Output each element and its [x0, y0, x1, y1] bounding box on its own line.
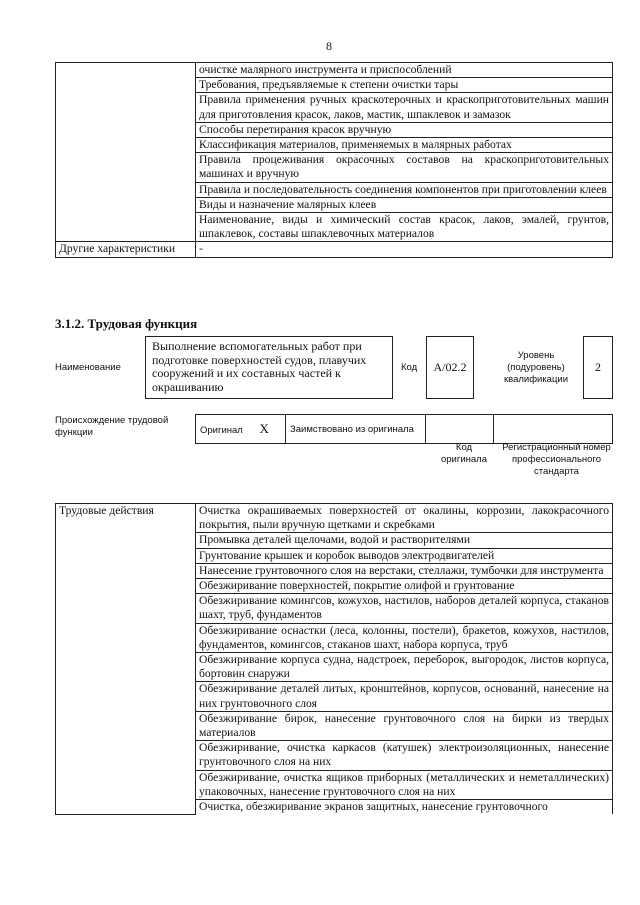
code-original-caption: Код оригинала — [440, 442, 487, 465]
labor-actions-table — [55, 503, 613, 815]
blank-label-cell — [56, 63, 196, 242]
table-cell: Грунтование крышек и коробок выводов электродвигателей — [196, 548, 613, 563]
original-cell — [196, 415, 286, 444]
table-cell: Требования, предъявляемые к степени очистки тары — [196, 78, 613, 93]
level-box — [583, 336, 613, 399]
table-row — [56, 242, 613, 257]
table-cell: Правила процеживания окрасочных составов на краскоприготовительных машинах и вручную — [196, 153, 613, 182]
table-cell: Правила и последовательность соединения компонентов при приготовлении клеев — [196, 182, 613, 197]
table-cell: Обезжиривание бирок, нанесение грунтовочного слоя на бирки из твердых материалов — [196, 711, 613, 740]
page-number: 8 — [326, 39, 332, 53]
code-box — [426, 336, 474, 399]
original-mark: X — [259, 420, 269, 436]
level-value: 2 — [595, 360, 601, 374]
function-name-value: Выполнение вспомогательных работ при подготовке поверхностей судов, плавучих сооружений и их составных частей к окрашиванию — [152, 339, 367, 394]
table-cell: Обезжиривание комингсов, кожухов, настилов, наборов деталей корпуса, стаканов шахт, труб, фундаментов — [196, 594, 613, 623]
origin-table — [195, 414, 613, 444]
table-cell: очистке малярного инструмента и приспособлений — [196, 63, 613, 78]
table-cell: Правила применения ручных краскотерочных и краскоприготовительных машин для приготовления красок, лаков, мастик, шпаклевок и замазок — [196, 93, 613, 122]
table-cell: Способы перетирания красок вручную — [196, 122, 613, 137]
section-title: 3.1.2. Трудовая функция — [55, 316, 198, 331]
table-cell: Обезжиривание деталей литых, кронштейнов, корпусов, оснований, нанесение на них грунтовочного слоя — [196, 682, 613, 711]
table-cell: Виды и назначение малярных клеев — [196, 197, 613, 212]
function-name-box — [145, 336, 393, 399]
origin-label: Происхождение трудовой функции — [55, 415, 169, 438]
table-cell: Очистка окрашиваемых поверхностей от окалины, коррозии, лакокрасочного покрытия, пыли вручную щетками и скребками — [196, 504, 613, 533]
other-characteristics-value: - — [196, 242, 613, 257]
reg-number-cell — [494, 415, 613, 444]
code-original-cell — [426, 415, 494, 444]
labor-actions-label: Трудовые действия — [56, 504, 196, 815]
table-cell: Нанесение грунтовочного слоя на верстаки, стеллажи, тумбочки для инструмента — [196, 563, 613, 578]
table-row — [56, 63, 613, 78]
table-cell: Наименование, виды и химический состав красок, лаков, эмалей, грунтов, шпаклевок, составы шпаклевочных материалов — [196, 213, 613, 242]
table-cell: Обезжиривание корпуса судна, надстроек, переборок, выгородок, листов корпуса, бортовин снаружи — [196, 653, 613, 682]
borrowed-cell: Заимствовано из оригинала — [286, 415, 426, 444]
code-label: Код — [401, 362, 418, 373]
table-cell: Обезжиривание поверхностей, покрытие олифой и грунтование — [196, 579, 613, 594]
table-cell: Классификация материалов, применяемых в малярных работах — [196, 138, 613, 153]
table-cell: Промывка деталей щелочами, водой и растворителями — [196, 533, 613, 548]
reg-number-caption: Регистрационный номер профессионального стандарта — [502, 442, 611, 477]
other-characteristics-label: Другие характеристики — [56, 242, 196, 257]
original-label: Оригинал — [200, 424, 243, 436]
table-row — [56, 504, 613, 533]
name-label: Наименование — [55, 362, 121, 373]
table-cell: Очистка, обезжиривание экранов защитных, нанесение грунтовочного — [196, 800, 613, 815]
table-cell: Обезжиривание оснастки (леса, колонны, постели), бракетов, кожухов, настилов, фундаментов, комингсов, стаканов шахт, набора корпуса, труб — [196, 623, 613, 652]
table-cell: Обезжиривание, очистка каркасов (катушек) электроизоляционных, нанесение грунтовочного слоя на них — [196, 741, 613, 770]
knowledge-table — [55, 62, 613, 258]
table-cell: Обезжиривание, очистка ящиков приборных (металлических и неметаллических) упаковочных, нанесение грунтовочного слоя на них — [196, 770, 613, 799]
level-label: Уровень (подуровень) квалификации — [503, 350, 569, 385]
code-value: А/02.2 — [433, 360, 467, 374]
table-row — [196, 415, 613, 444]
